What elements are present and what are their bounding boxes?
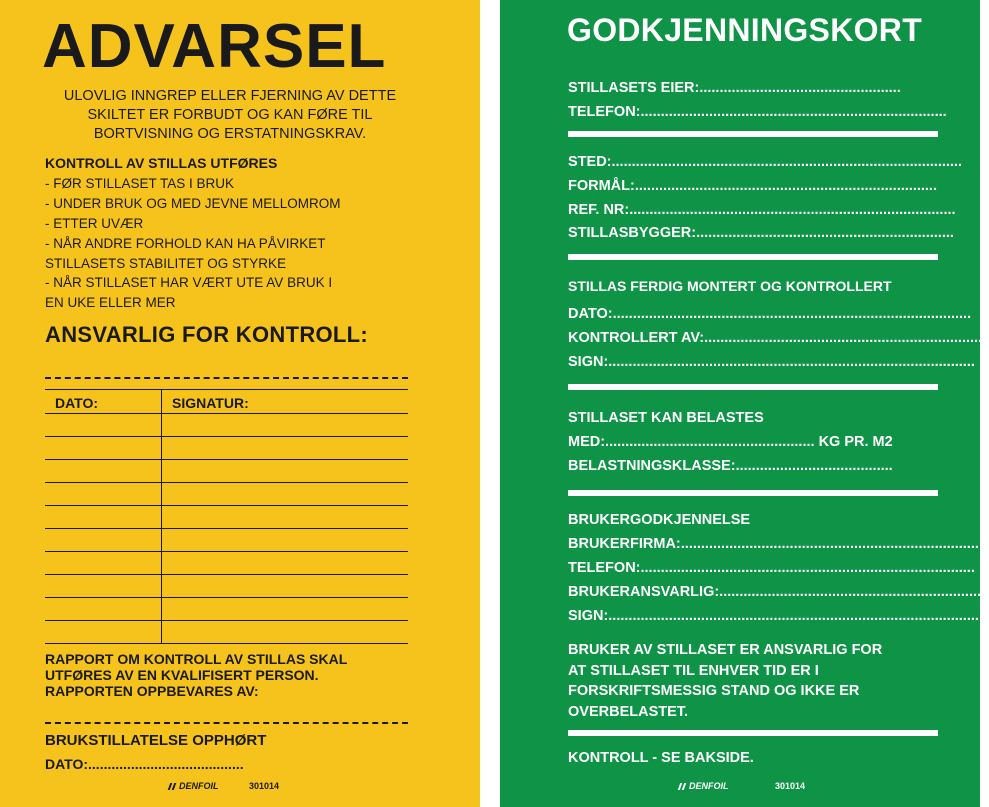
belastes-heading: STILLASET KAN BELASTES	[568, 410, 764, 426]
field-sign: SIGN:...........................................................................................	[568, 354, 975, 370]
godkjenningskort-sign	[500, 0, 989, 807]
table-row-line	[45, 574, 408, 575]
kontroll-heading: KONTROLL AV STILLAS UTFØRES	[45, 155, 278, 171]
ansvar-text: BRUKER AV STILLASET ER ANSVARLIG FOR AT STILLASET TIL ENHVER TID ER I FORSKRIFTSMESSIG STAND OG IKKE ER OVERBELASTET.	[568, 642, 883, 720]
table-row-line	[45, 413, 408, 414]
denfoil-logo-icon	[168, 783, 177, 790]
field-stillasbygger: STILLASBYGGER:................................................................	[568, 225, 954, 241]
advarsel-sign	[0, 0, 480, 807]
denfoil-logo-text: DENFOIL	[689, 781, 729, 791]
product-code: 301014	[249, 781, 280, 791]
table-row-line	[45, 482, 408, 483]
denfoil-logo-icon	[678, 783, 687, 790]
brukergodkjennelse-heading: BRUKERGODKJENNELSE	[568, 512, 751, 528]
section-divider	[568, 490, 938, 496]
field-belastning-med: MED:.................................................... KG PR. M2	[568, 434, 893, 450]
ferdig-montert-heading: STILLAS FERDIG MONTERT OG KONTROLLERT	[568, 278, 892, 294]
field-brukerfirma: BRUKERFIRMA:..........................................................................	[568, 536, 979, 552]
dashed-divider	[45, 722, 408, 724]
section-divider	[568, 254, 938, 260]
table-row-line	[45, 436, 408, 437]
kontroll-note: KONTROLL - SE BAKSIDE.	[568, 750, 754, 766]
field-stillasets-eier: STILLASETS EIER:..................................................	[568, 80, 901, 96]
kontroll-item: - FØR STILLASET TAS I BRUK	[45, 176, 235, 191]
kontroll-item: - ETTER UVÆR	[45, 216, 144, 231]
table-row-line	[45, 620, 408, 621]
rapport-text: RAPPORT OM KONTROLL AV STILLAS SKAL UTFØRES AV EN KVALIFISERT PERSON. RAPPORTEN OPPBEVARES AV:	[45, 651, 348, 699]
field-sted: STED:.......................................................................................	[568, 154, 962, 170]
godkjenning-title: GODKJENNINGSKORT	[567, 12, 923, 48]
field-formal: FORMÅL:...........................................................................	[568, 178, 937, 194]
section-divider	[568, 384, 938, 390]
denfoil-logo	[678, 781, 729, 791]
table-row-line	[45, 597, 408, 598]
field-ref-nr: REF. NR:.................................................................................	[568, 202, 956, 218]
field-kontrollert-av: KONTROLLERT AV:.....................................................................	[568, 330, 983, 346]
table-row-line	[45, 389, 408, 390]
section-divider	[568, 730, 938, 736]
kontroll-item: - NÅR STILLASET HAR VÆRT UTE AV BRUK I EN UKE ELLER MER	[45, 275, 333, 310]
opphort-dato-field: DATO:........................................	[45, 756, 244, 772]
table-header-signatur: SIGNATUR:	[172, 395, 249, 411]
advarsel-intro-text: ULOVLIG INNGREP ELLER FJERNING AV DETTE SKILTET ER FORBUDT OG KAN FØRE TIL BORTVISNING OG ERSTATNINGSKRAV.	[63, 88, 397, 142]
table-header-dato: DATO:	[55, 395, 99, 411]
table-column-divider	[161, 389, 162, 644]
denfoil-logo	[168, 781, 219, 791]
dashed-divider	[45, 377, 408, 379]
section-divider	[568, 131, 938, 137]
table-row-line	[45, 459, 408, 460]
kontroll-item: - UNDER BRUK OG MED JEVNE MELLOMROM	[45, 196, 341, 211]
advarsel-title: ADVARSEL	[42, 12, 387, 81]
field-dato: DATO:.........................................................................................	[568, 306, 972, 322]
denfoil-logo-text: DENFOIL	[179, 781, 219, 791]
field-belastningsklasse: BELASTNINGSKLASSE:.......................................	[568, 458, 893, 474]
field-bruker-sign: SIGN:............................................................................................	[568, 608, 979, 624]
table-row-line	[45, 505, 408, 506]
brukstillatelse-heading: BRUKSTILLATELSE OPPHØRT	[45, 732, 267, 749]
product-code: 301014	[775, 781, 806, 791]
kontroll-item: - NÅR ANDRE FORHOLD KAN HA PÅVIRKET STILLASETS STABILITET OG STYRKE	[45, 236, 326, 271]
table-row-line	[45, 551, 408, 552]
table-row-line	[45, 528, 408, 529]
field-telefon: TELEFON:............................................................................	[568, 104, 947, 120]
table-row-line	[45, 643, 408, 644]
field-bruker-telefon: TELEFON:...................................................................................	[568, 560, 975, 576]
field-brukeransvarlig: BRUKERANSVARLIG:...................................................................	[568, 584, 989, 600]
ansvarlig-heading: ANSVARLIG FOR KONTROLL:	[45, 322, 369, 347]
